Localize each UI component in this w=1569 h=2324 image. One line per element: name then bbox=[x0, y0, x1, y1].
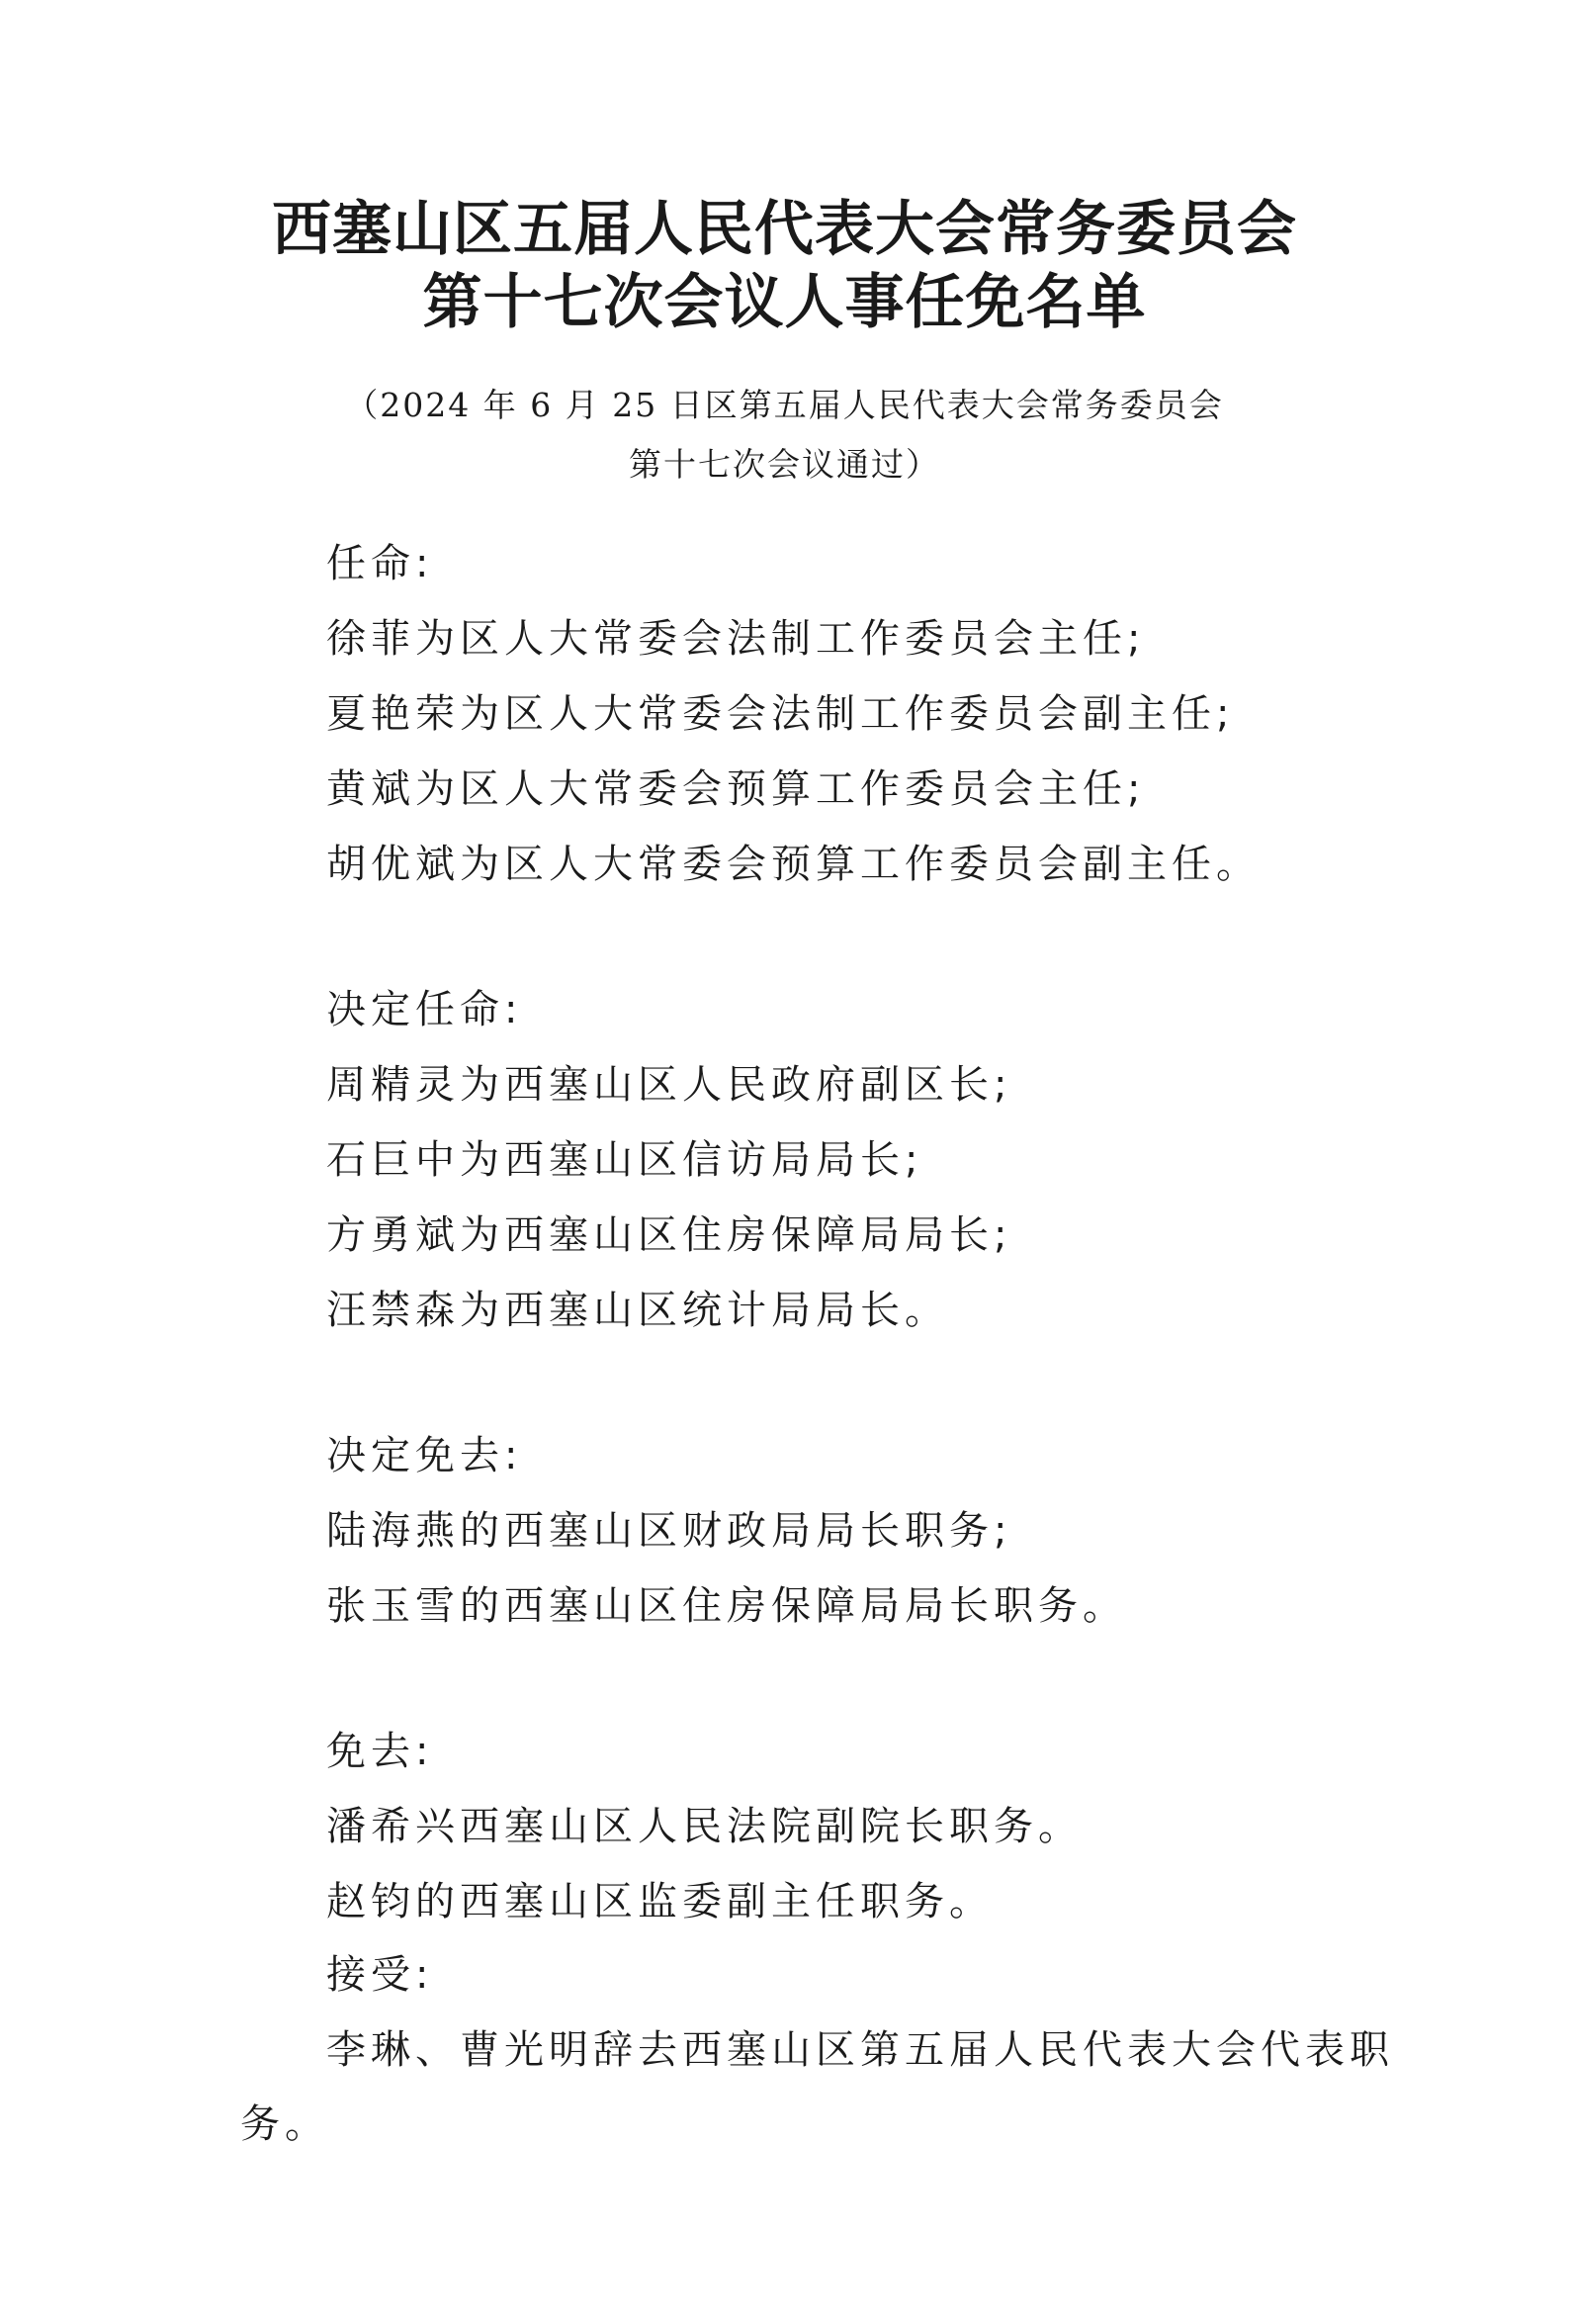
document-subtitle-line-1: （2024 年 6 月 25 日区第五届人民代表大会常务委员会 bbox=[345, 386, 1224, 424]
document-title-line-1: 西塞山区五届人民代表大会常务委员会 bbox=[272, 195, 1297, 264]
list-item: 黄斌为区人大常委会预算工作委员会主任; bbox=[326, 766, 1146, 812]
paragraph-line-2: 务。 bbox=[240, 2101, 329, 2147]
paragraph-line-1: 李琳、曹光明辞去西塞山区第五届人民代表大会代表职 bbox=[326, 2027, 1394, 2073]
list-item: 汪禁森为西塞山区统计局局长。 bbox=[326, 1288, 949, 1333]
list-item: 陆海燕的西塞山区财政局局长职务; bbox=[326, 1508, 1012, 1554]
list-item: 周精灵为西塞山区人民政府副区长; bbox=[326, 1062, 1012, 1108]
list-item: 潘希兴西塞山区人民法院副院长职务。 bbox=[326, 1804, 1083, 1849]
section-heading-remove: 免去: bbox=[326, 1729, 434, 1774]
document-subtitle-line-2: 第十七次会议通过） bbox=[629, 445, 940, 484]
document-title-line-2: 第十七次会议人事任免名单 bbox=[422, 268, 1147, 337]
section-heading-decide-remove: 决定免去: bbox=[326, 1433, 523, 1478]
list-item: 夏艳荣为区人大常委会法制工作委员会副主任; bbox=[326, 691, 1235, 737]
section-heading-appoint: 任命: bbox=[326, 541, 434, 586]
list-item: 徐菲为区人大常委会法制工作委员会主任; bbox=[326, 616, 1146, 662]
section-heading-accept: 接受: bbox=[326, 1952, 434, 1998]
list-item: 张玉雪的西塞山区住房保障局局长职务。 bbox=[326, 1583, 1127, 1629]
list-item: 石巨中为西塞山区信访局局长; bbox=[326, 1137, 923, 1183]
section-heading-decide-appoint: 决定任命: bbox=[326, 987, 523, 1032]
list-item: 方勇斌为西塞山区住房保障局局长; bbox=[326, 1212, 1012, 1258]
list-item: 胡优斌为区人大常委会预算工作委员会副主任。 bbox=[326, 842, 1261, 887]
list-item: 赵钧的西塞山区监委副主任职务。 bbox=[326, 1879, 994, 1924]
